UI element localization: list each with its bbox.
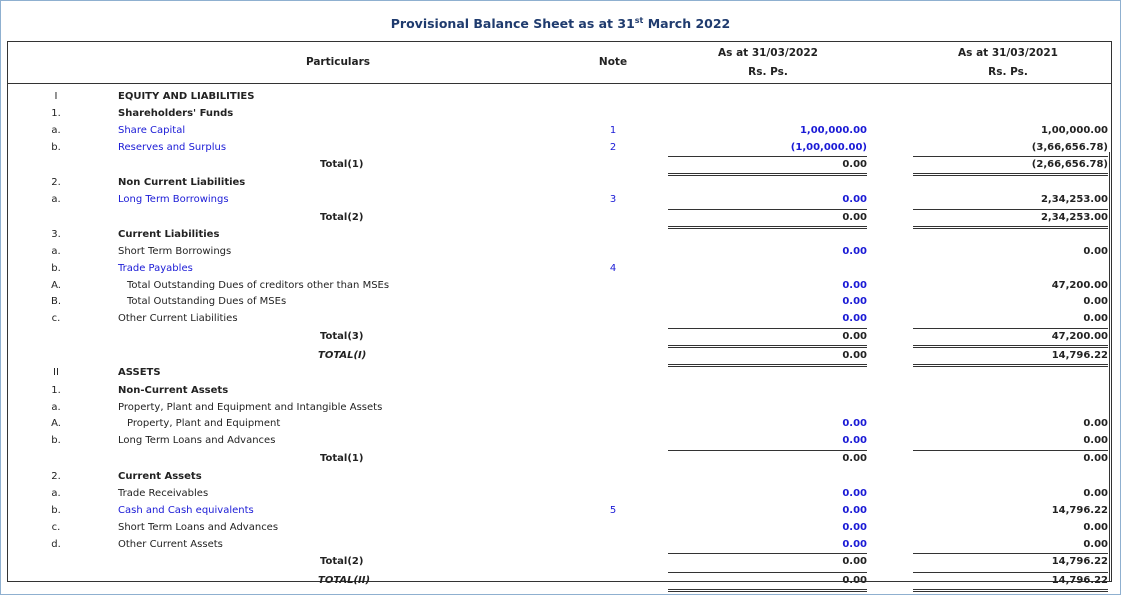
row-index: 2. (51, 177, 61, 188)
value-2021: (3,66,656.78) (1031, 142, 1108, 153)
value-2021: 14,796.22 (1051, 556, 1108, 567)
value-2021: 0.00 (1083, 296, 1108, 307)
value-2022: (1,00,000.00) (790, 142, 867, 153)
row-label: Total(3) (320, 331, 364, 342)
account-link[interactable]: Long Term Borrowings (118, 194, 229, 205)
header-note: Note (598, 56, 628, 68)
value-2022: 0.00 (842, 331, 867, 342)
value-2022: 0.00 (842, 575, 867, 586)
note-ref[interactable]: 4 (609, 263, 617, 274)
single-rule (913, 209, 1108, 210)
row-label: Trade Receivables (118, 488, 209, 499)
values-right-border (1109, 152, 1110, 582)
value-2022: 0.00 (842, 212, 867, 223)
row-index: a. (51, 246, 61, 257)
row-index: B. (50, 296, 62, 307)
account-link[interactable]: Reserves and Surplus (118, 142, 227, 153)
row-label: Total(2) (320, 556, 364, 567)
row-label: Total Outstanding Dues of MSEs (127, 296, 287, 307)
double-rule (913, 364, 1108, 367)
single-rule (668, 553, 867, 554)
note-ref[interactable]: 1 (609, 125, 617, 136)
value-2022: 1,00,000.00 (799, 125, 867, 136)
value-2022: 0.00 (842, 313, 867, 324)
value-2021: 0.00 (1083, 453, 1108, 464)
value-2021: 1,00,000.00 (1040, 125, 1108, 136)
row-index: II (53, 367, 59, 378)
value-2021: 2,34,253.00 (1040, 212, 1108, 223)
value-2021: 14,796.22 (1051, 575, 1108, 586)
row-index: 2. (51, 471, 61, 482)
single-rule (913, 572, 1108, 573)
row-label: Total(2) (320, 212, 364, 223)
note-ref[interactable]: 5 (609, 505, 617, 516)
row-label: Total(1) (320, 453, 364, 464)
row-label: Non Current Liabilities (118, 177, 246, 188)
row-label: Shareholders' Funds (118, 108, 234, 119)
value-2021: 0.00 (1083, 522, 1108, 533)
value-2022: 0.00 (842, 522, 867, 533)
value-2022: 0.00 (842, 296, 867, 307)
row-label: Property, Plant and Equipment and Intangible Assets (118, 402, 383, 413)
single-rule (668, 347, 867, 348)
page-title: Provisional Balance Sheet as at 31st March 2022 (390, 16, 731, 32)
value-2022: 0.00 (842, 418, 867, 429)
value-2021: 0.00 (1083, 539, 1108, 550)
value-2021: (2,66,656.78) (1031, 159, 1108, 170)
balance-sheet-table (7, 41, 1112, 586)
value-2022: 0.00 (842, 194, 867, 205)
row-index: a. (51, 488, 61, 499)
header-col1: As at 31/03/2022 (718, 47, 818, 59)
value-2022: 0.00 (842, 488, 867, 499)
value-2021: 0.00 (1083, 418, 1108, 429)
value-2022: 0.00 (842, 556, 867, 567)
row-index: I (54, 91, 58, 102)
header-col2: As at 31/03/2021 (958, 47, 1058, 59)
value-2022: 0.00 (842, 350, 867, 361)
value-2021: 0.00 (1083, 488, 1108, 499)
row-index: 3. (51, 229, 61, 240)
value-2021: 47,200.00 (1051, 331, 1108, 342)
value-2022: 0.00 (842, 159, 867, 170)
account-link[interactable]: Trade Payables (118, 263, 193, 274)
row-label: Short Term Loans and Advances (118, 522, 279, 533)
double-rule (913, 226, 1108, 229)
value-2022: 0.00 (842, 539, 867, 550)
single-rule (913, 156, 1108, 157)
value-2021: 2,34,253.00 (1040, 194, 1108, 205)
single-rule (668, 328, 867, 329)
row-label: Long Term Loans and Advances (118, 435, 276, 446)
note-ref[interactable]: 3 (609, 194, 617, 205)
row-index: A. (51, 280, 61, 291)
row-label: Other Current Assets (118, 539, 223, 550)
row-index: b. (51, 263, 61, 274)
value-2021: 0.00 (1083, 435, 1108, 446)
value-2021: 14,796.22 (1051, 350, 1108, 361)
value-2022: 0.00 (842, 435, 867, 446)
value-2021: 14,796.22 (1051, 505, 1108, 516)
row-index: b. (51, 435, 61, 446)
value-2022: 0.00 (842, 505, 867, 516)
row-index: a. (51, 194, 61, 205)
double-rule (668, 226, 867, 229)
single-rule (668, 572, 867, 573)
account-link[interactable]: Share Capital (118, 125, 186, 136)
value-2022: 0.00 (842, 246, 867, 257)
double-rule (668, 589, 867, 592)
row-label: Property, Plant and Equipment (127, 418, 281, 429)
row-label: Total Outstanding Dues of creditors other than MSEs (127, 280, 390, 291)
double-rule (913, 589, 1108, 592)
single-rule (668, 450, 867, 451)
note-ref[interactable]: 2 (609, 142, 617, 153)
row-label: TOTAL(II) (318, 575, 371, 586)
single-rule (913, 328, 1108, 329)
row-index: a. (51, 125, 61, 136)
header-particulars: Particulars (305, 56, 371, 68)
header-col1-unit: Rs. Ps. (748, 66, 788, 78)
double-rule (913, 173, 1108, 176)
single-rule (668, 209, 867, 210)
header-divider (8, 83, 1111, 84)
value-2022: 0.00 (842, 453, 867, 464)
single-rule (913, 347, 1108, 348)
row-label: Current Assets (118, 471, 202, 482)
row-index: a. (51, 402, 61, 413)
row-label: Non-Current Assets (118, 385, 229, 396)
row-label: Total(1) (320, 159, 364, 170)
value-2022: 0.00 (842, 280, 867, 291)
row-index: 1. (51, 108, 61, 119)
row-label: Current Liabilities (118, 229, 220, 240)
row-index: d. (51, 539, 61, 550)
double-rule (668, 173, 867, 176)
row-index: c. (51, 522, 61, 533)
value-2021: 0.00 (1083, 313, 1108, 324)
row-index: 1. (51, 385, 61, 396)
value-2021: 0.00 (1083, 246, 1108, 257)
row-label: ASSETS (118, 367, 161, 378)
row-index: A. (51, 418, 61, 429)
row-index: b. (51, 505, 61, 516)
row-index: c. (51, 313, 61, 324)
value-2021: 47,200.00 (1051, 280, 1108, 291)
single-rule (668, 156, 867, 157)
account-link[interactable]: Cash and Cash equivalents (118, 505, 254, 516)
row-label: Short Term Borrowings (118, 246, 232, 257)
header-col2-unit: Rs. Ps. (988, 66, 1028, 78)
single-rule (913, 553, 1108, 554)
row-label: Other Current Liabilities (118, 313, 238, 324)
row-label: EQUITY AND LIABILITIES (118, 91, 255, 102)
row-label: TOTAL(I) (318, 350, 367, 361)
row-index: b. (51, 142, 61, 153)
single-rule (913, 450, 1108, 451)
double-rule (668, 364, 867, 367)
